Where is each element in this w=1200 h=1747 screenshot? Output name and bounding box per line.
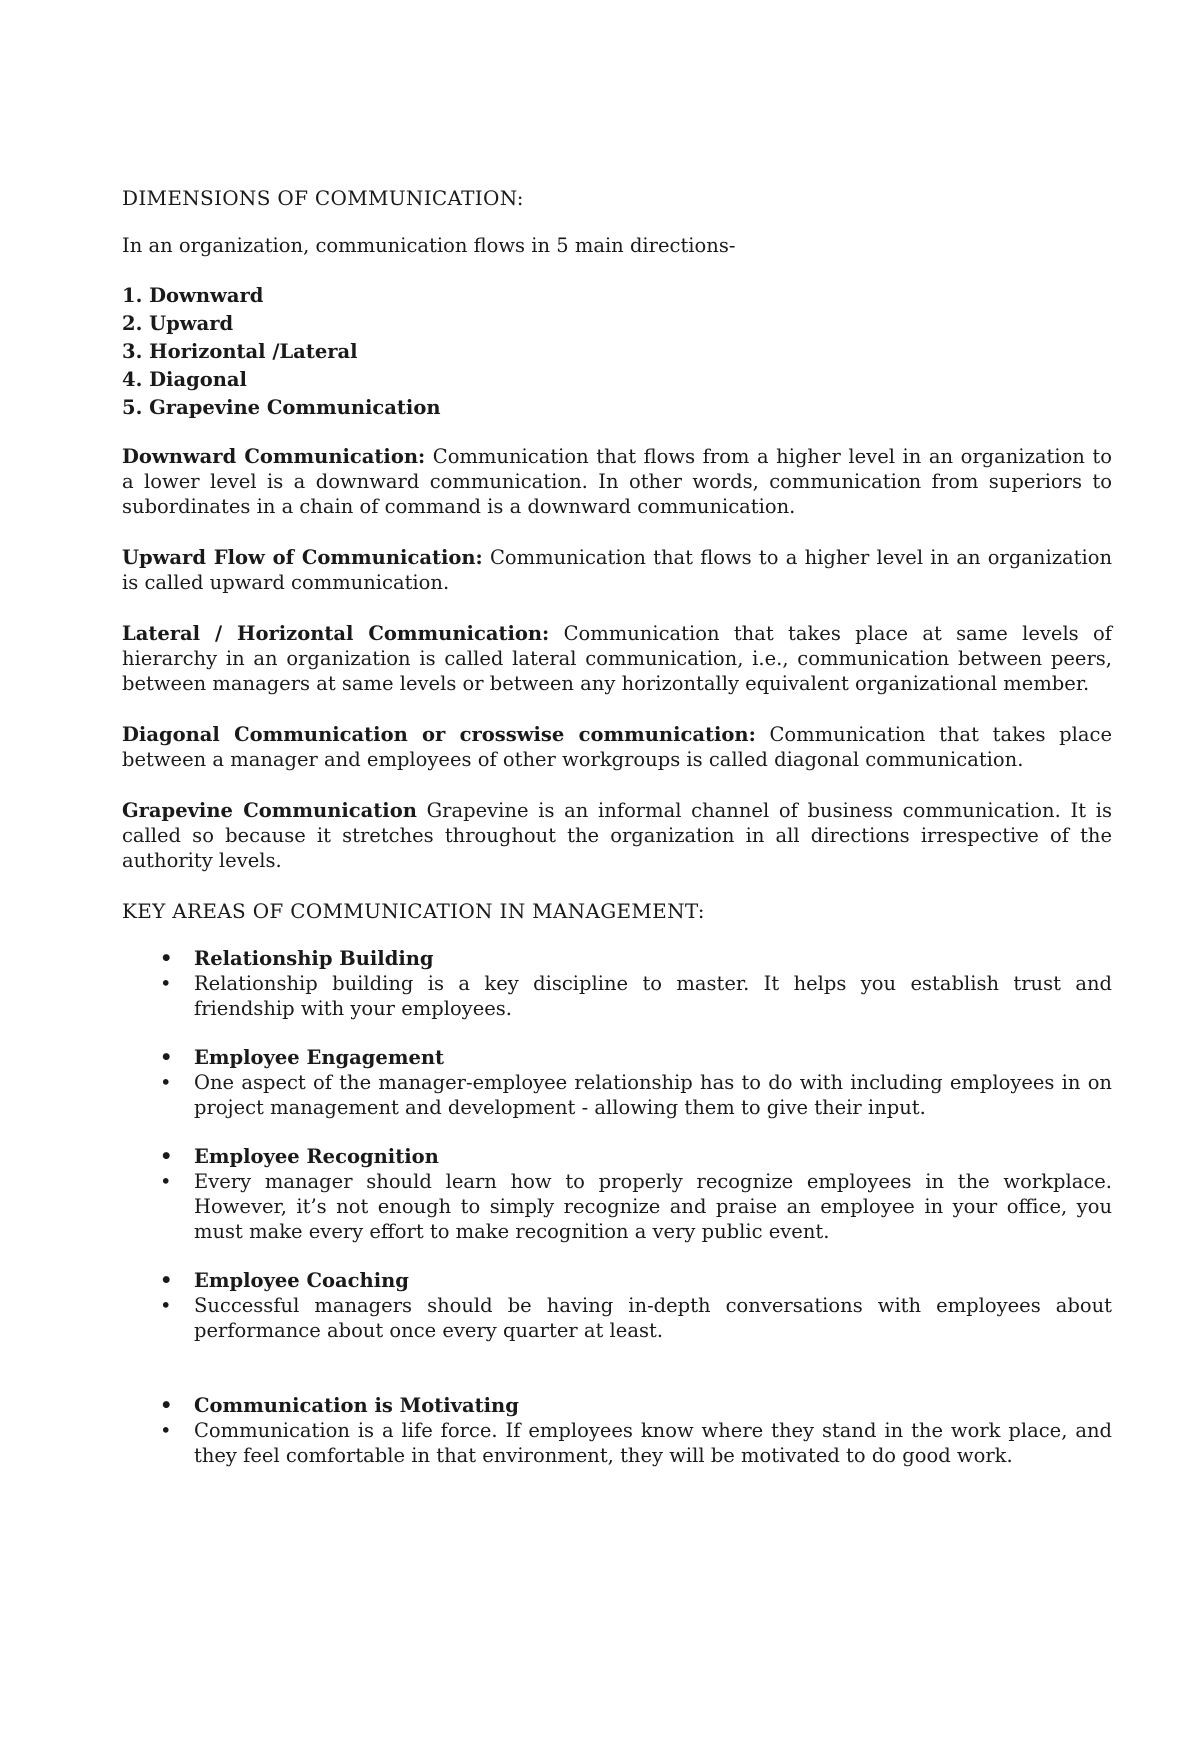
section-heading-key-areas: KEY AREAS OF COMMUNICATION IN MANAGEMENT: [122,899,705,923]
bullet-icon: • [160,1046,173,1069]
key-area-communication-motivating [122,1393,1112,1468]
bullet-icon: • [160,1145,173,1168]
direction-item: 1. Downward [122,284,264,307]
key-area-title: • Employee Engagement [160,1046,445,1069]
directions-list [122,282,1112,422]
definition-lateral [122,621,1112,696]
key-area-employee-recognition [122,1144,1112,1244]
key-area-text: • Communication is a life force. If employees know where they stand in the work place, and they feel comfortable in that environment, they will be motivated to do good work. [160,1419,1112,1467]
key-area-title: • Employee Coaching [160,1269,409,1292]
bullet-icon: • [160,1394,173,1417]
key-area-title: • Employee Recognition [160,1145,439,1168]
key-area-text: • One aspect of the manager-employee relationship has to do with including employees in on project management and development - allowing them to give their input. [160,1071,1112,1119]
key-area-text: • Every manager should learn how to properly recognize employees in the workplace. However, it’s not enough to simply recognize and praise an employee in your office, you must make every effort to make recognition a very public event. [160,1170,1112,1243]
bullet-icon: • [160,947,173,970]
bullet-icon: • [160,1294,172,1317]
definition-text: Communication that flows to a higher level in an organization is called upward communication. [122,546,1112,594]
bullet-icon: • [160,1170,172,1193]
definition-term: Diagonal Communication or crosswise communication: [122,723,756,746]
definition-text: Communication that takes place at same levels of hierarchy in an organization is called lateral communication, i.e., communication between peers, between managers at same levels or between any horizontally equivalent organizational member. [122,622,1112,695]
bullet-icon: • [160,1071,172,1094]
bullet-icon: • [160,972,172,995]
definition-text: Communication that flows from a higher level in an organization to a lower level is a downward communication. In other words, communication from superiors to subordinates in a chain of command is a downward communication. [122,445,1112,518]
key-area-relationship-building [122,946,1112,1021]
direction-item: 5. Grapevine Communication [122,396,441,419]
direction-item: 3. Horizontal /Lateral [122,340,358,363]
key-area-text: • Successful managers should be having in-depth conversations with employees about performance about once every quarter at least. [160,1294,1112,1342]
key-area-employee-engagement [122,1045,1112,1120]
key-area-title: • Relationship Building [160,947,434,970]
definition-upward [122,545,1112,595]
key-area-text: • Relationship building is a key discipline to master. It helps you establish trust and friendship with your employees. [160,972,1112,1020]
direction-item: 2. Upward [122,312,234,335]
definition-grapevine [122,798,1112,873]
definition-text: Communication that takes place between a manager and employees of other workgroups is called diagonal communication. [122,723,1112,771]
bullet-icon: • [160,1269,173,1292]
key-area-employee-coaching [122,1268,1112,1343]
key-area-title: • Communication is Motivating [160,1394,519,1417]
definition-text: Grapevine is an informal channel of business communication. It is called so because it stretches throughout the organization in all directions irrespective of the authority levels. [122,799,1112,872]
definition-diagonal [122,722,1112,772]
document-page [122,186,1112,1492]
direction-item: 4. Diagonal [122,368,247,391]
section-heading-dimensions: DIMENSIONS OF COMMUNICATION: [122,186,524,210]
definition-term: Upward Flow of Communication: [122,546,483,569]
intro-paragraph: In an organization, communication flows in 5 main directions- [122,234,736,257]
bullet-icon: • [160,1419,172,1442]
definition-term: Lateral / Horizontal Communication: [122,622,550,645]
definition-term: Grapevine Communication [122,799,417,822]
definition-term: Downward Communication: [122,445,426,468]
definition-downward [122,444,1112,519]
